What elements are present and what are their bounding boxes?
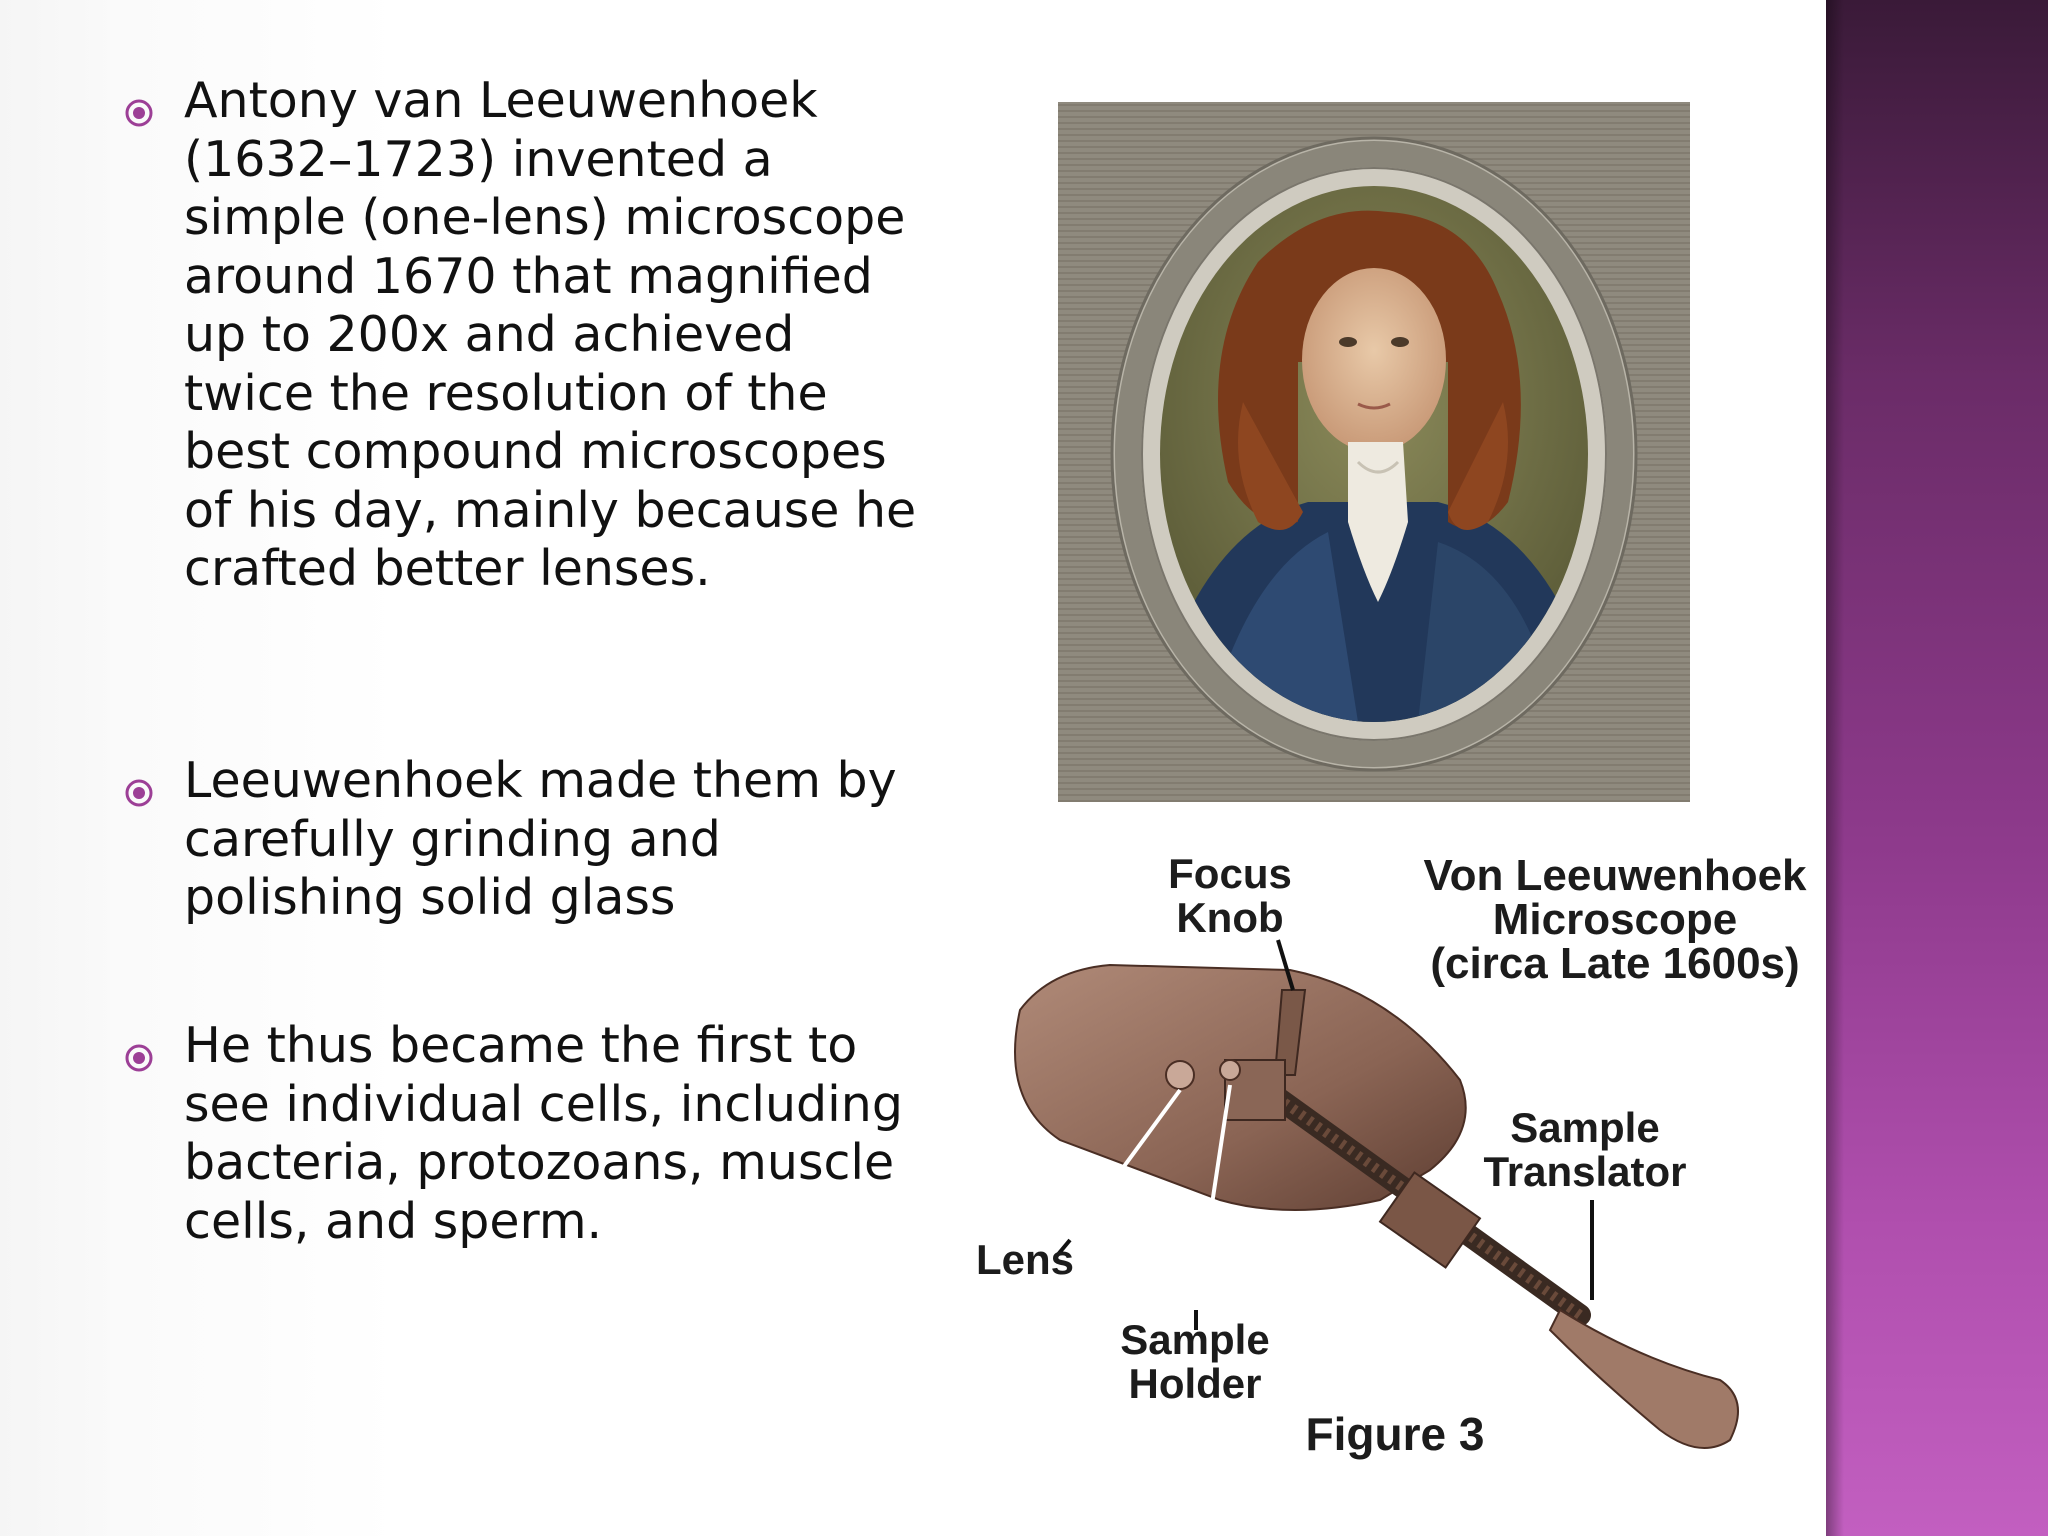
bullet-text: He thus became the first to see individual cells, including bacteria, protozoans, muscle cells, and sperm. [184,1017,903,1250]
label-line: Figure 3 [1305,1408,1485,1460]
circled-dot-bullet-icon [118,1017,184,1075]
circled-dot-bullet-icon [118,72,184,130]
figure-title-line: Microscope [1492,895,1738,944]
leeuwenhoek-portrait-image [1058,102,1690,802]
decorative-side-band [1826,0,2048,1536]
sample-translator-label [1480,1106,1690,1194]
label-line: Focus [1168,850,1292,897]
figure-title-line: Von Leeuwenhoek [1423,851,1807,900]
label-line: Lens [975,1236,1075,1283]
bullet-item [118,1017,918,1251]
bullet-item [118,72,918,599]
label-line: Sample [1510,1104,1660,1151]
label-line: Knob [1176,894,1284,941]
label-line: Translator [1483,1148,1687,1195]
bullet-text: Leeuwenhoek made them by carefully grinding and polishing solid glass [184,752,897,926]
label-line: Holder [1128,1360,1262,1407]
sample-holder-label [1110,1318,1280,1406]
label-line: Sample [1120,1316,1270,1363]
focus-knob-label [1160,852,1300,940]
figure-title [1400,851,1830,988]
figure-title-line: (circa Late 1600s) [1430,939,1800,988]
bullet-item [118,752,918,928]
figure-caption [1280,1408,1510,1460]
microscope-figure [960,840,1826,1490]
bullet-text: Antony van Leeuwenhoek (1632–1723) invented a simple (one-lens) microscope around 1670 that magnified up to 200x and achieved twice the resolution of the best compound microscopes of his day, mainly because he crafted better lenses. [184,72,917,597]
lens-label [970,1238,1080,1282]
circled-dot-bullet-icon [118,752,184,810]
